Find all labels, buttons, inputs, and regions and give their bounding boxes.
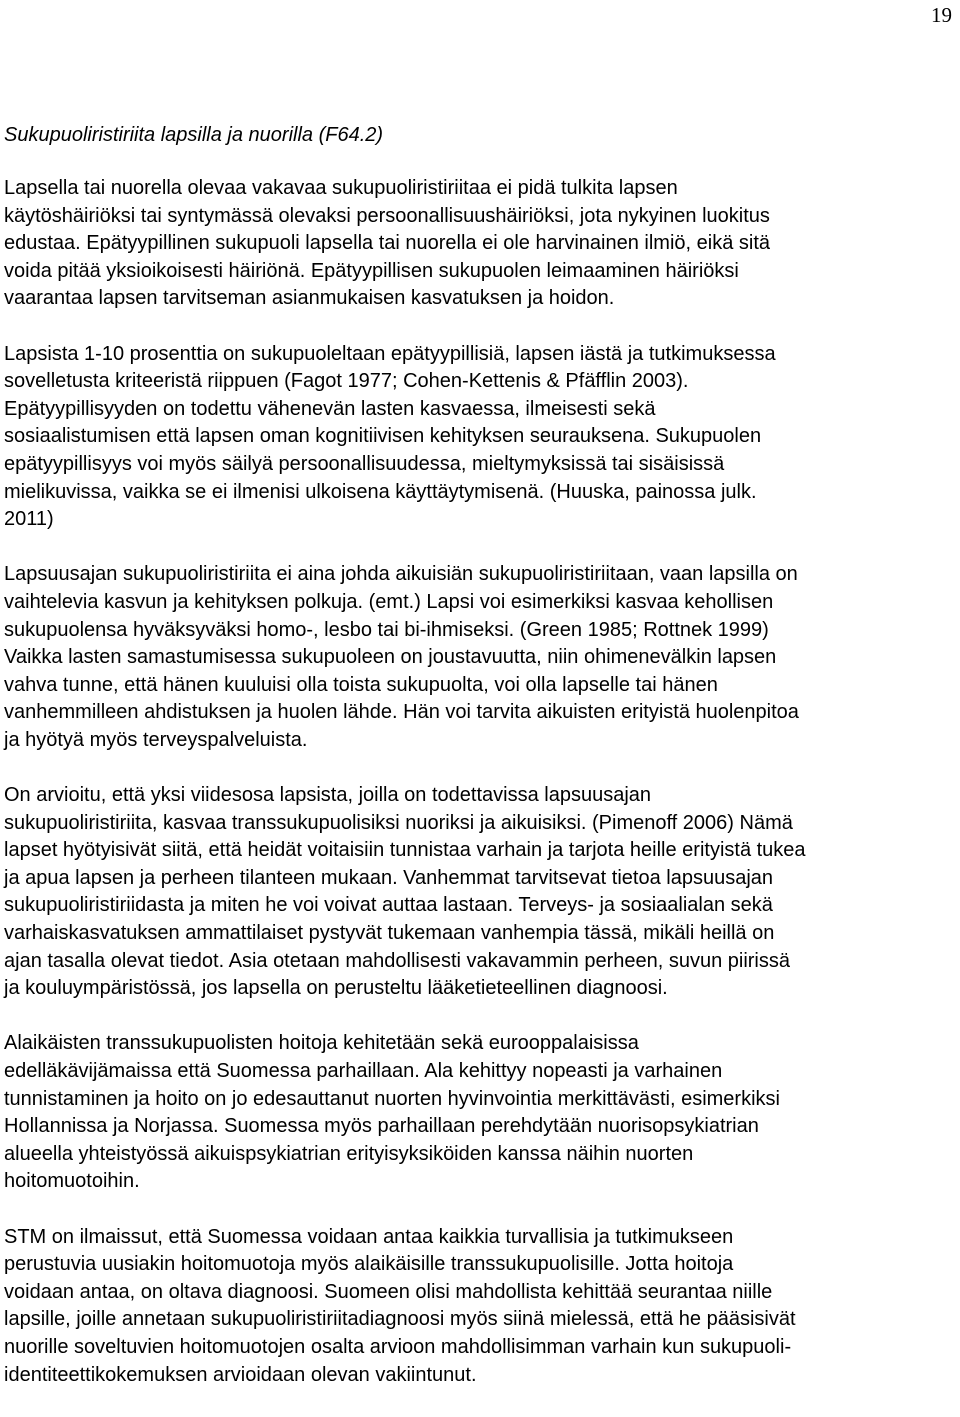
text-line: nuorille soveltuvien hoitomuotojen osalta arvioon mahdollisimman varhain kun sukupuoli- xyxy=(4,1335,792,1358)
text-line: sukupuoliristiriita, kasvaa transsukupuolisiksi nuoriksi ja aikuisiksi. (Pimenoff 2006) Nämä xyxy=(4,811,793,834)
paragraph-1 xyxy=(4,175,956,313)
text-line: vanhemmilleen ahdistuksen ja huolen lähde. Hän voi tarvita aikuisten erityistä huolenpitoa xyxy=(4,701,799,724)
text-line: Lapsista 1-10 prosenttia on sukupuoleltaan epätyypillisiä, lapsen iästä ja tutkimuksessa xyxy=(4,342,776,365)
text-line: epätyypillisyys voi myös säilyä persoonallisuudessa, mieltymyksissä tai sisäisissä xyxy=(4,452,725,475)
text-line: sukupuolensa hyväksyväksi homo-, lesbo tai bi-ihmiseksi. (Green 1985; Rottnek 1999) xyxy=(4,618,769,641)
paragraph-5 xyxy=(4,1030,956,1196)
text-line: varhaiskasvatuksen ammattilaiset pystyvät tukemaan vanhempia tässä, mikäli heillä on xyxy=(4,922,775,945)
paragraph-4 xyxy=(4,782,956,1003)
text-line: vaarantaa lapsen tarvitseman asianmukaisen kasvatuksen ja hoidon. xyxy=(4,287,615,310)
text-line: Lapsella tai nuorella olevaa vakavaa sukupuoliristiriitaa ei pidä tulkita lapsen xyxy=(4,177,678,199)
text-line: ajan tasalla olevat tiedot. Asia otetaan mahdollisesti vakavammin perheen, suvun piirissä xyxy=(4,949,790,972)
text-line: Hollannissa ja Norjassa. Suomessa myös parhaillaan perehdytään nuorisopsykiatrian xyxy=(4,1115,759,1138)
text-line: 2011) xyxy=(4,508,54,531)
text-line: STM on ilmaissut, että Suomessa voidaan antaa kaikkia turvallisia ja tutkimukseen xyxy=(4,1225,734,1248)
text-line: lapsille, joille annetaan sukupuoliristiriitadiagnoosi myös siinä mielessä, että he pääsisivät xyxy=(4,1308,796,1331)
text-line: lapset hyötyisivät siitä, että heidät voitaisiin tunnistaa varhain ja tarjota heille erityistä tukea xyxy=(4,839,806,862)
text-line: hoitomuotoihin. xyxy=(4,1170,140,1193)
paragraph-2 xyxy=(4,341,956,534)
page-number: 19 xyxy=(931,3,952,27)
text-line: ja hyötyä myös terveyspalveluista. xyxy=(4,728,308,751)
text-line: vahva tunne, että hänen kuuluisi olla toista sukupuolta, voi olla lapselle tai hänen xyxy=(4,673,718,696)
text-line: edelläkävijämaissa että Suomessa parhaillaan. Ala kehittyy nopeasti ja varhainen xyxy=(4,1060,723,1082)
text-line: edustaa. Epätyypillinen sukupuoli lapsella tai nuorella ei ole harvinainen ilmiö, eikä sitä xyxy=(4,232,771,255)
text-line: käytöshäiriöksi tai syntymässä olevaksi persoonallisuushäiriöksi, jota nykyinen luokitus xyxy=(4,204,770,227)
text-line: Epätyypillisyyden on todettu vähenevän lasten kasvaessa, ilmeisesti sekä xyxy=(4,397,656,420)
section-heading: Sukupuoliristiriita lapsilla ja nuorilla (F64.2) xyxy=(4,124,384,146)
text-line: voida pitää yksioikoisesti häiriönä. Epätyypillisen sukupuolen leimaaminen häiriöksi xyxy=(4,259,739,282)
text-line: sukupuoliristiriidasta ja miten he voi voivat auttaa lastaan. Terveys- ja sosiaalialan sekä xyxy=(4,894,773,917)
text-line: Vaikka lasten samastumisessa sukupuoleen on joustavuutta, niin ohimenevälkin lapsen xyxy=(4,646,777,669)
text-line: mielikuvissa, vaikka se ei ilmenisi ulkoisena käyttäytymisenä. (Huuska, painossa julk. xyxy=(4,480,757,503)
paragraph-6 xyxy=(4,1224,956,1390)
text-line: perustuvia uusiakin hoitomuotoja myös alaikäisille transsukupuolisille. Jotta hoitoja xyxy=(4,1253,734,1276)
paragraph-3 xyxy=(4,561,956,754)
text-line: Alaikäisten transsukupuolisten hoitoja kehitetään sekä eurooppalaisissa xyxy=(4,1032,639,1055)
document-body xyxy=(4,121,956,1417)
text-line: On arvioitu, että yksi viidesosa lapsista, joilla on todettavissa lapsuusajan xyxy=(4,784,652,807)
text-line: alueella yhteistyössä aikuispsykiatrian erityisyksiköiden kanssa näihin nuorten xyxy=(4,1142,694,1165)
text-line: sovelletusta kriteeristä riippuen (Fagot 1977; Cohen-Kettenis & Pfäfflin 2003). xyxy=(4,370,689,393)
text-line: Lapsuusajan sukupuoliristiriita ei aina johda aikuisiän sukupuoliristiriitaan, vaan lapsilla on xyxy=(4,563,798,586)
text-line: tunnistaminen ja hoito on jo edesauttanut nuorten hyvinvointia merkittävästi, esimerkiksi xyxy=(4,1087,780,1110)
text-line: sosiaalistumisen että lapsen oman kognitiivisen kehityksen seurauksena. Sukupuolen xyxy=(4,425,762,448)
text-line: vaihtelevia kasvun ja kehityksen polkuja. (emt.) Lapsi voi esimerkiksi kasvaa kehollisen xyxy=(4,590,774,613)
text-line: ja kouluympäristössä, jos lapsella on perusteltu lääketieteellinen diagnoosi. xyxy=(4,977,668,1000)
text-line: voidaan antaa, on oltava diagnoosi. Suomeen olisi mahdollista kehittää seurantaa niille xyxy=(4,1280,773,1303)
text-line: identiteettikokemuksen arvioidaan olevan vakiintunut. xyxy=(4,1363,477,1386)
text-line: ja apua lapsen ja perheen tilanteen mukaan. Vanhemmat tarvitsevat tietoa lapsuusajan xyxy=(4,866,774,889)
